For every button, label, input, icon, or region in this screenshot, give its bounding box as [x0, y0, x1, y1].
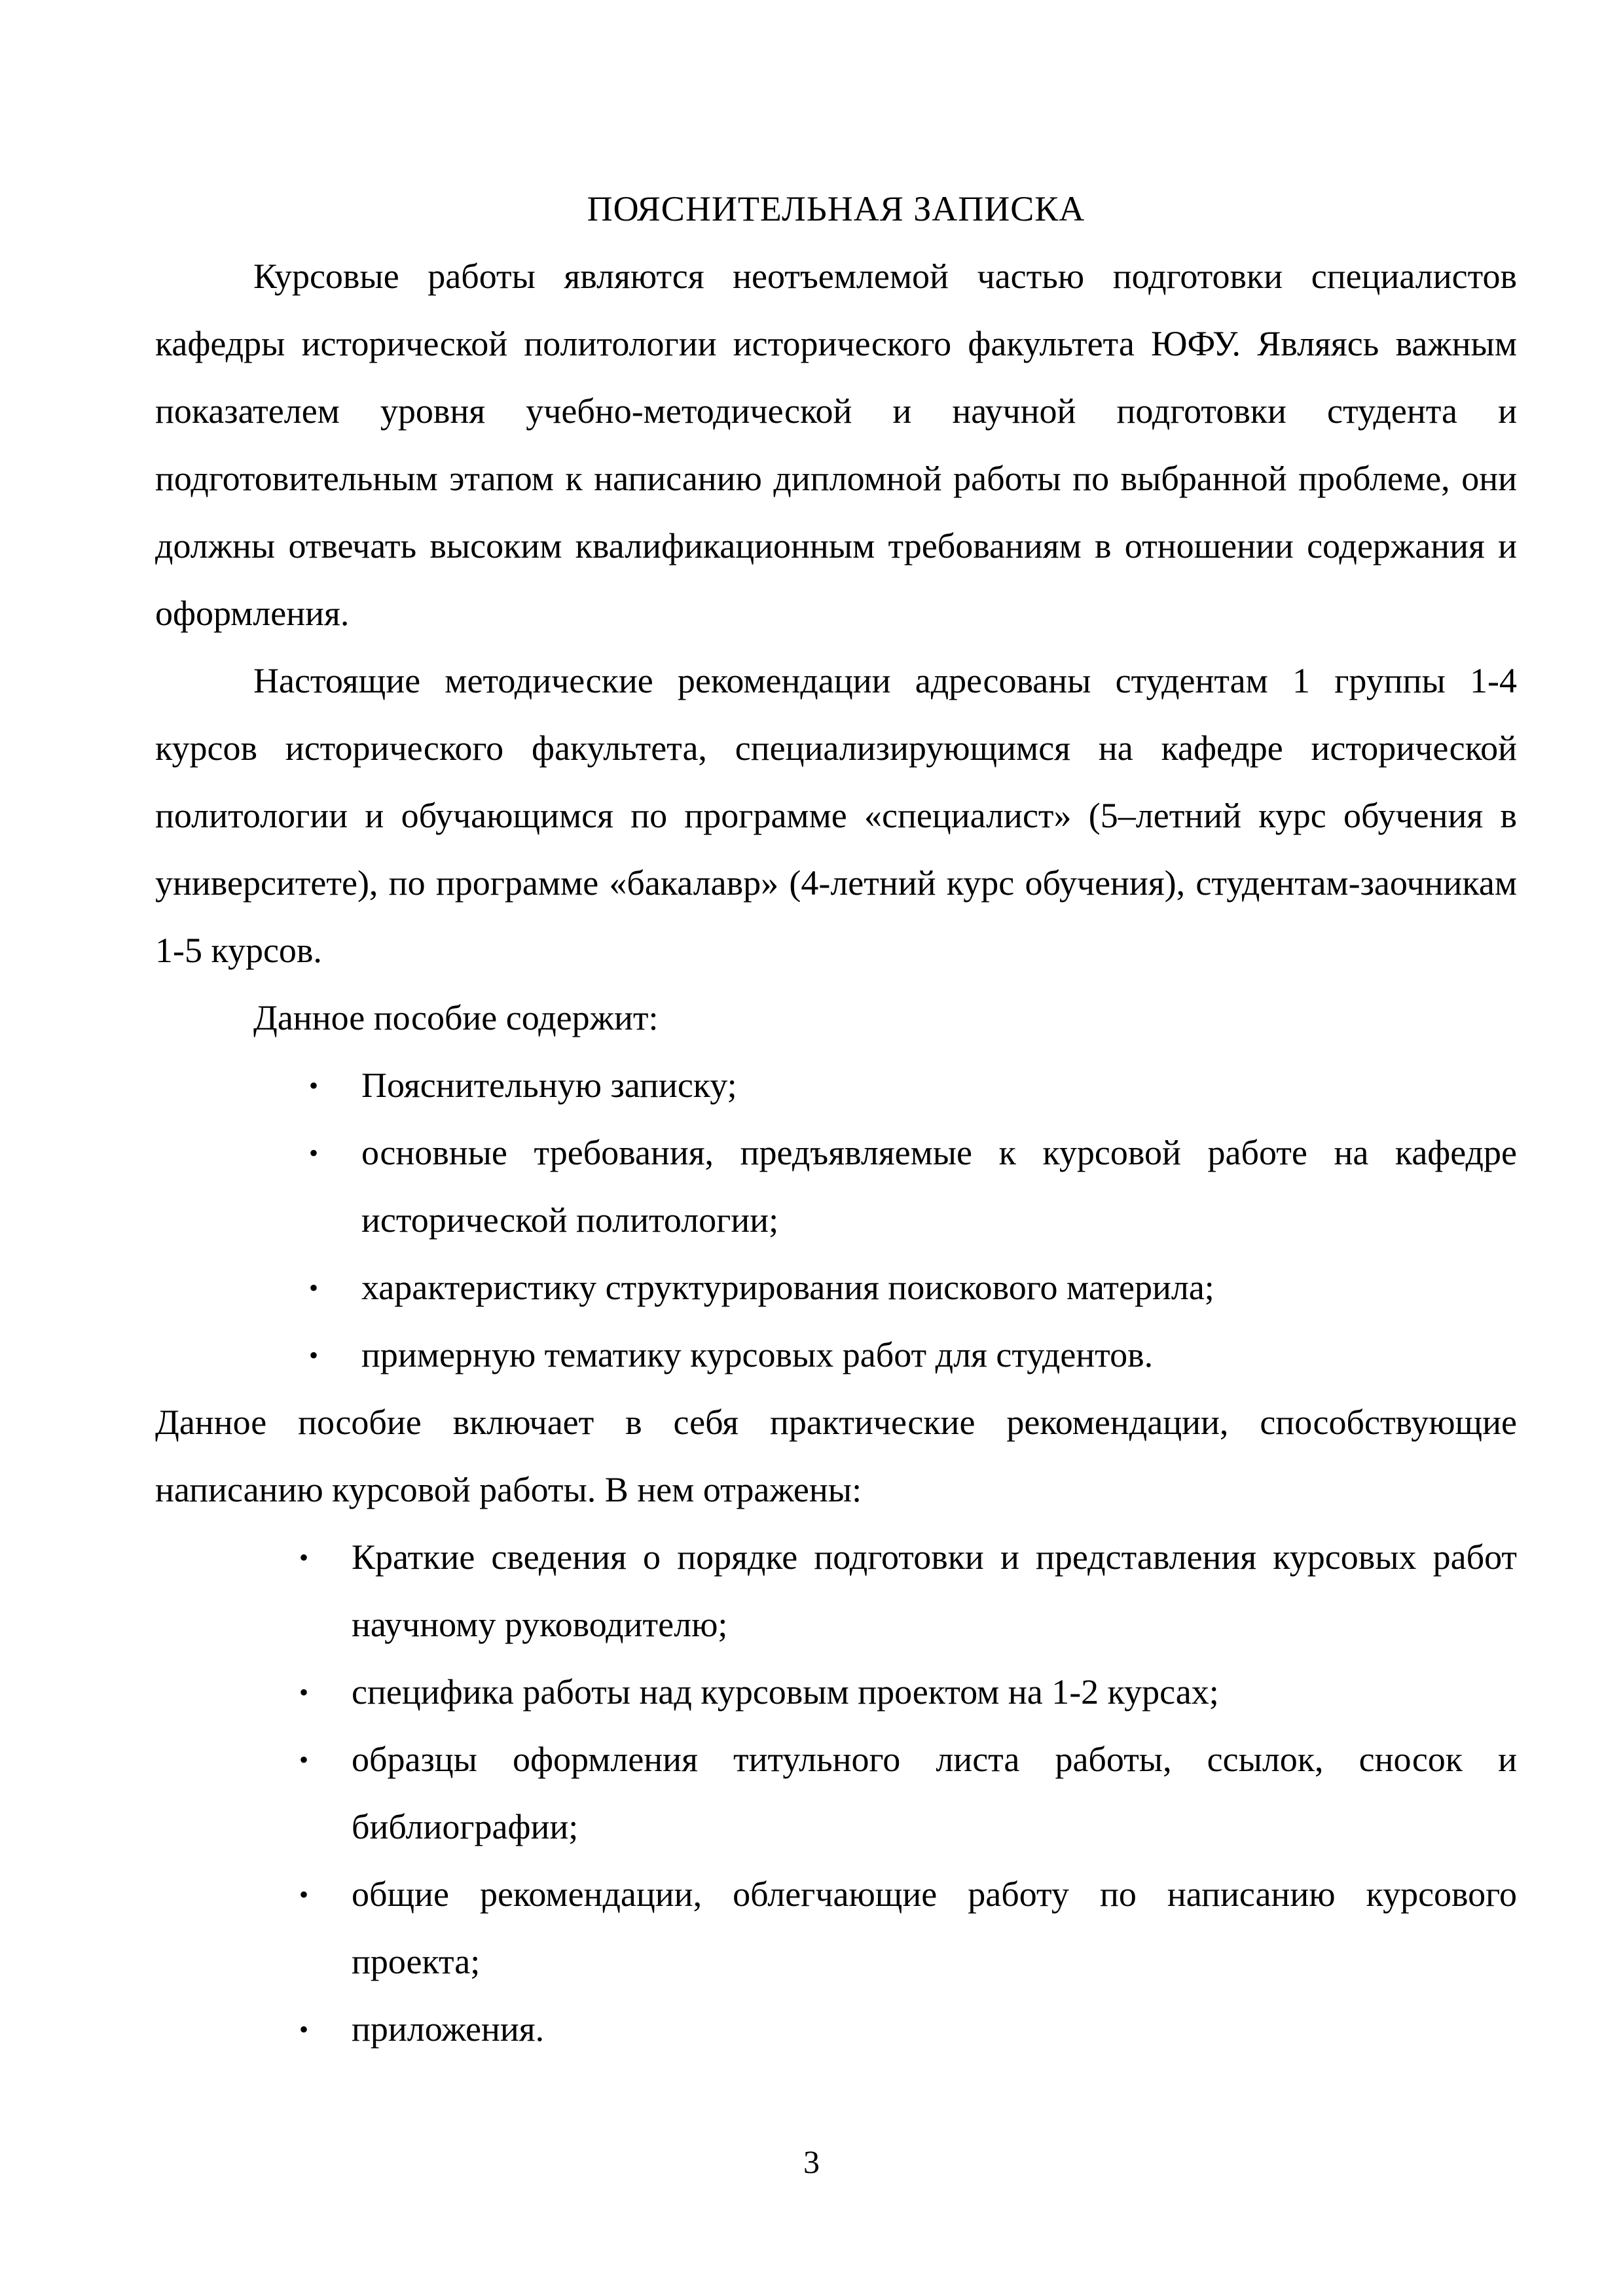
- list-item-text: Пояснительную записку;: [361, 1066, 737, 1105]
- page-number: 3: [803, 2144, 820, 2180]
- paragraph-includes: Данное пособие включает в себя практические рекомендации, способствующие написанию курсовой работы. В нем отражены:: [155, 1403, 1517, 1509]
- bullet-icon: •: [299, 1677, 309, 1707]
- bullet-icon: •: [309, 1273, 319, 1302]
- list-item-text: приложения.: [352, 2009, 545, 2049]
- list-item-text: общие рекомендации, облегчающие работу по написанию курсового проекта;: [352, 1874, 1517, 1981]
- bullet-icon: •: [309, 1340, 319, 1370]
- bullet-icon: •: [309, 1071, 319, 1100]
- list-item: [155, 1726, 1517, 1861]
- list-item: [155, 1996, 1517, 2063]
- list-item: [155, 1861, 1517, 1996]
- paragraph-contents-lead: Данное пособие содержит:: [253, 998, 659, 1037]
- paragraph-audience: Настоящие методические рекомендации адресованы студентам 1 группы 1-4 курсов исторического факультета, специализирующимся на кафедре исторической политологии и обучающимся по программе «специалист» (5–летний курс обучения в университете), по программе «бакалавр» (4-летний курс обучения), студентам-заочникам 1-5 курсов.: [155, 661, 1517, 970]
- list-item-text: образцы оформления титульного листа работы, ссылок, сносок и библиографии;: [352, 1740, 1517, 1846]
- list-item: [155, 1321, 1517, 1389]
- list-item: [155, 1254, 1517, 1321]
- list-item: [155, 1659, 1517, 1726]
- list-item: [155, 1052, 1517, 1119]
- list-item-text: характеристику структурирования поискового материла;: [361, 1268, 1214, 1307]
- bullet-icon: •: [299, 1745, 309, 1774]
- bullet-icon: •: [299, 2015, 309, 2044]
- document-body: [155, 175, 1517, 2063]
- paragraph-intro: Курсовые работы являются неотъемлемой частью подготовки специалистов кафедры исторической политологии исторического факультета ЮФУ. Являясь важным показателем уровня учебно-методической и научной подготовки студента и подготовительным этапом к написанию дипломной работы по выбранной проблеме, они должны отвечать высоким квалификационным требованиям в отношении содержания и оформления.: [155, 257, 1517, 633]
- bullet-icon: •: [309, 1138, 319, 1168]
- list-item-text: примерную тематику курсовых работ для студентов.: [361, 1335, 1154, 1374]
- list-item-text: Краткие сведения о порядке подготовки и представления курсовых работ научному руководителю;: [352, 1537, 1517, 1644]
- list-item: [155, 1119, 1517, 1254]
- contents-list: [155, 1052, 1517, 1389]
- list-item-text: специфика работы над курсовым проектом на 1-2 курсах;: [352, 1672, 1219, 1712]
- page-title: ПОЯСНИТЕЛЬНАЯ ЗАПИСКА: [587, 189, 1085, 228]
- bullet-icon: •: [299, 1880, 309, 1909]
- list-item: [155, 1524, 1517, 1659]
- bullet-icon: •: [299, 1543, 309, 1572]
- reflected-list: [155, 1524, 1517, 2063]
- list-item-text: основные требования, предъявляемые к курсовой работе на кафедре исторической политологии;: [361, 1133, 1517, 1240]
